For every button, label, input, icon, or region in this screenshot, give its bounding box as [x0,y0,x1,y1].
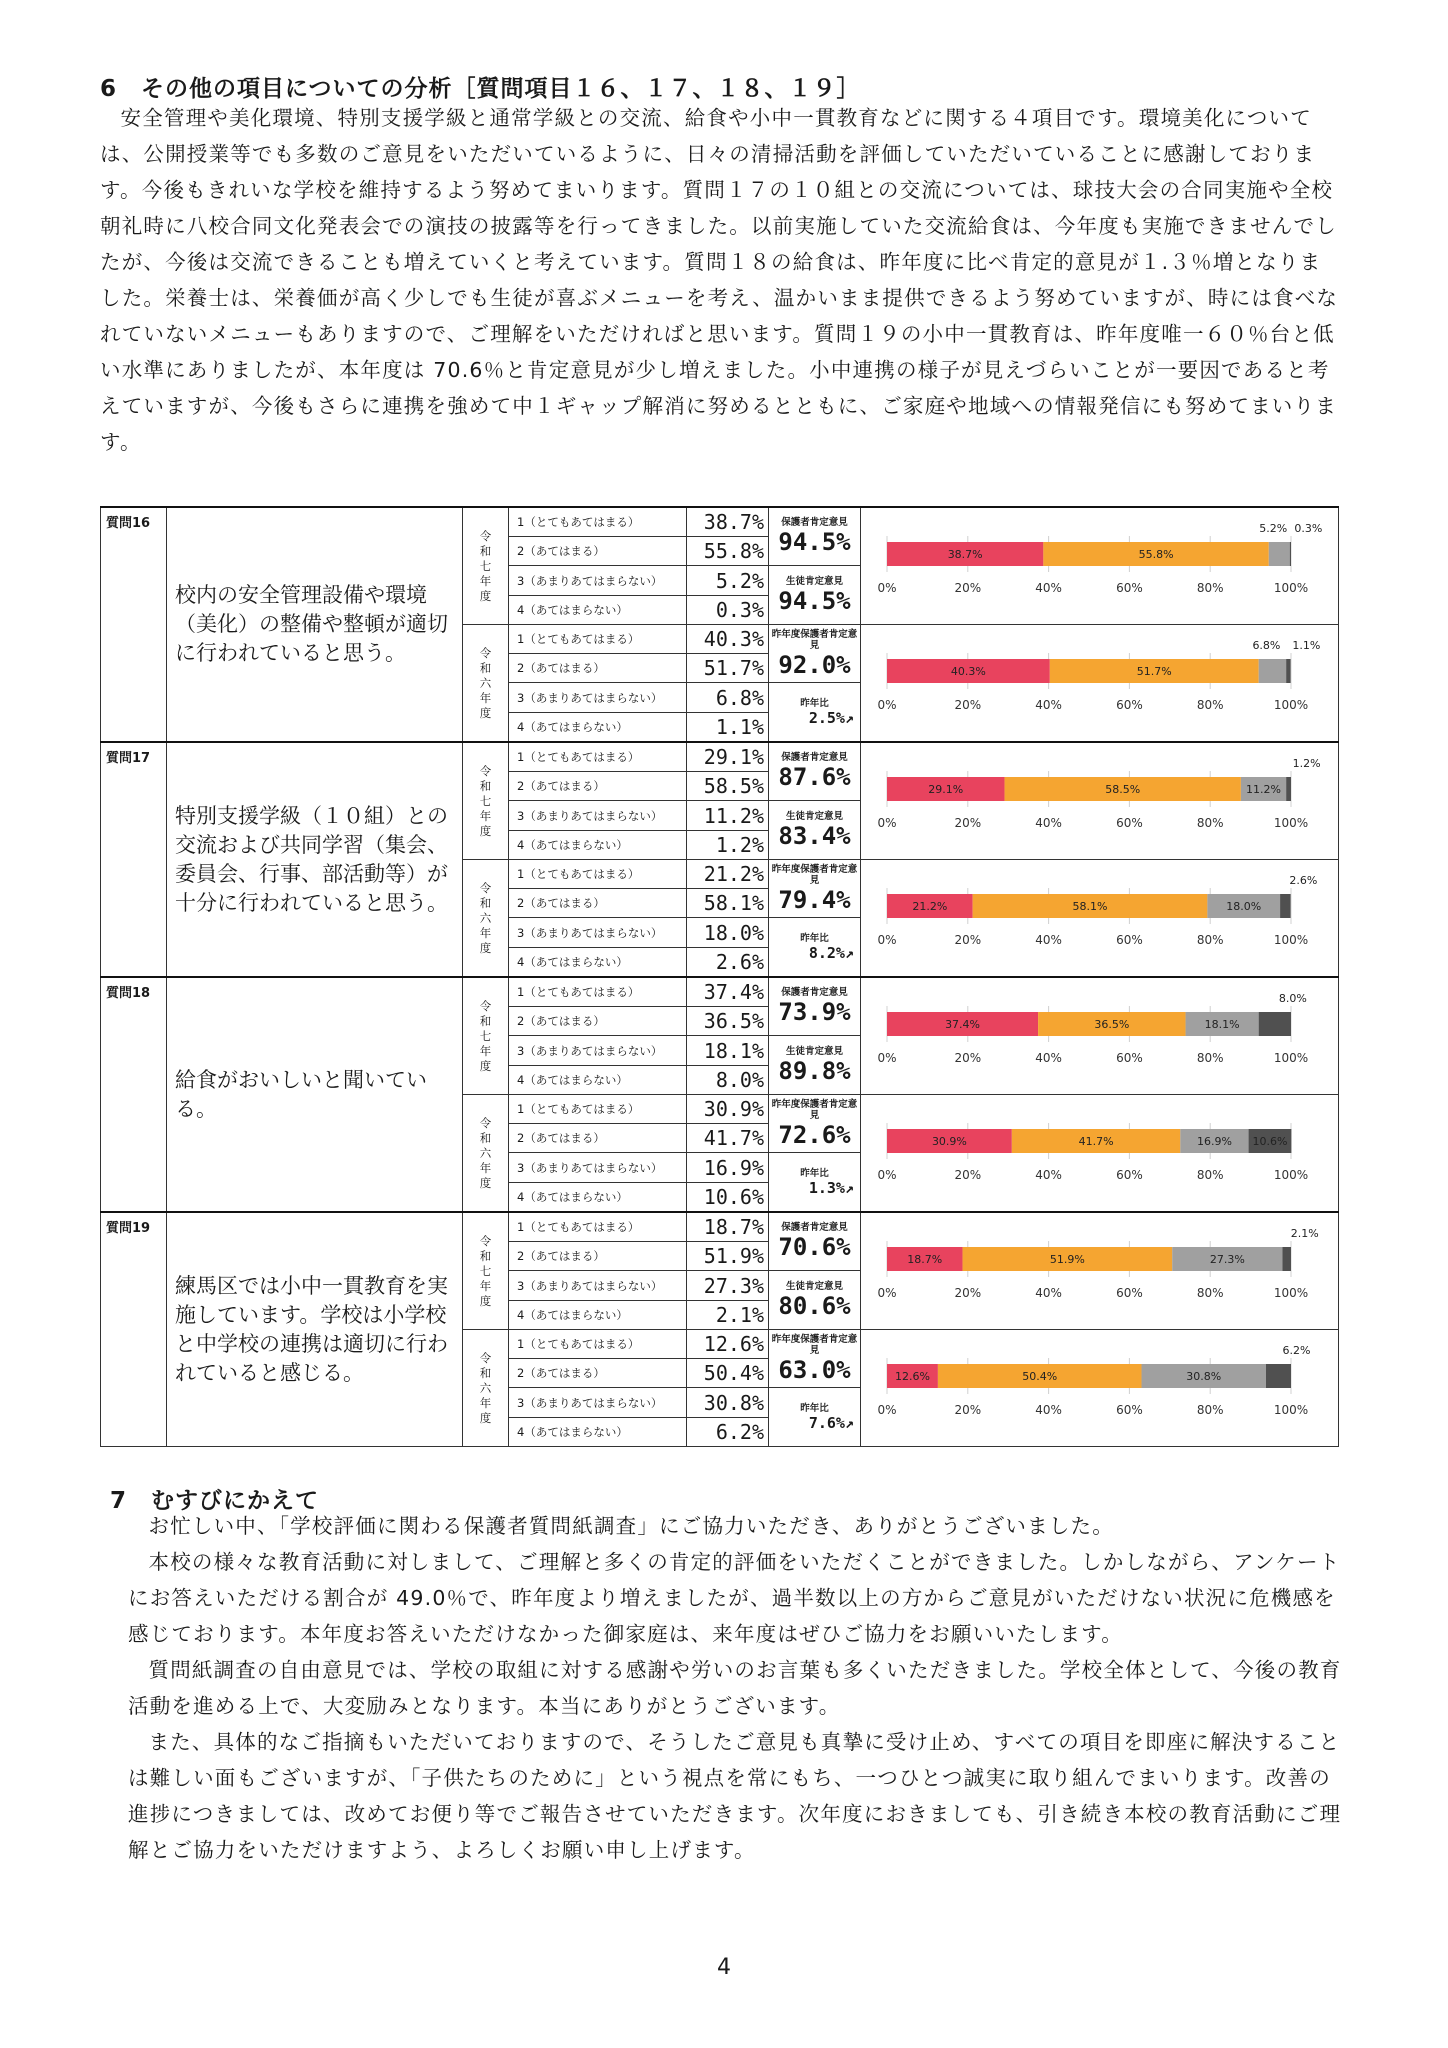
bar-segment [1266,1364,1291,1388]
summary-value: 79.4% [778,885,851,914]
chart-cell [861,742,1339,860]
x-tick-label: 20% [954,1051,982,1065]
summary-box [769,507,861,566]
response-option: 2（あてはまる） [509,1242,687,1271]
summary-value: 73.9% [778,998,851,1026]
chart-cell [861,1212,1339,1330]
response-percent: 29.1% [687,742,769,772]
x-tick-label: 40% [1035,698,1062,712]
bar-segment [1259,659,1286,683]
bar-data-label: 37.4% [945,1018,981,1031]
chart-cell [861,860,1339,978]
year-label [463,625,509,743]
response-option: 1（とてもあてはまる） [509,1330,687,1359]
stacked-bar-chart [861,1095,1337,1211]
table-row [101,507,1339,537]
section7-paragraph: 質問紙調査の自由意見では、学校の取組に対する感謝や労いのお言葉も多くいただきました。学校全体として、今後の教育活動を進める上で、大変励みとなります。本当にありがとうございます。 [128,1658,1342,1718]
x-tick-label: 20% [954,1403,982,1417]
x-tick-label: 100% [1273,816,1309,830]
response-option: 2（あてはまる） [509,537,687,566]
x-tick-label: 100% [1273,581,1309,595]
summary-label: 昨年度保護者肯定意見 [771,1098,858,1121]
x-tick-label: 60% [1116,1051,1143,1065]
x-tick-label: 20% [954,698,982,712]
summary-value: 94.5% [778,586,851,615]
summary-box [769,1153,861,1213]
response-percent: 0.3% [687,596,769,625]
response-option: 4（あてはまらない） [509,1183,687,1213]
summary-value: 83.4% [778,821,851,850]
x-tick-label: 80% [1196,933,1224,947]
year-label-text: 令和六年度 [479,1350,492,1425]
bar-data-label: 5.2% [1259,522,1288,535]
stacked-bar-chart [861,860,1337,976]
bar-segment [1280,894,1291,918]
year-label-text: 令和七年度 [479,763,492,838]
summary-label: 昨年度保護者肯定意見 [771,1333,858,1356]
bar-data-label: 38.7% [947,548,983,561]
x-tick-label: 100% [1273,698,1309,712]
x-tick-label: 100% [1273,1051,1309,1065]
response-percent: 6.8% [687,683,769,713]
bar-data-label: 40.3% [950,665,986,678]
response-option: 3（あまりあてはまらない） [509,1271,687,1301]
response-option: 3（あまりあてはまらない） [509,1036,687,1066]
summary-box [769,1330,861,1388]
response-option: 4（あてはまらない） [509,596,687,625]
x-tick-label: 80% [1196,1051,1224,1065]
summary-value: 80.6% [778,1291,851,1320]
summary-value: 8.2%↗ [808,943,854,962]
chart-cell [861,977,1339,1095]
x-tick-label: 40% [1035,581,1062,595]
x-tick-label: 100% [1273,1403,1309,1417]
response-percent: 58.5% [687,772,769,801]
response-percent: 18.1% [687,1036,769,1066]
summary-box [769,625,861,683]
table-row [101,977,1339,1007]
summary-box [769,977,861,1036]
bar-data-label: 36.5% [1094,1018,1130,1031]
year-label [463,507,509,625]
bar-data-label: 51.7% [1136,665,1172,678]
bar-data-label: 16.9% [1196,1135,1232,1148]
response-option: 4（あてはまらない） [509,713,687,743]
section6-paragraph: 安全管理や美化環境、特別支援学級と通常学級との交流、給食や小中一貫教育などに関する４項目です。環境美化については、公開授業等でも多数のご意見をいただいているように、日々の清掃活動を評価していただいていることに感謝しております。今後もきれいな学校を維持するよう努めてまいります。質問１７の１０組との交流については、球技大会の合同実施や全校朝礼時に八校合同文化発表会での演技の披露等を行ってきました。以前実施していた交流給食は、今年度も実施できませんでしたが、今後は交流できることも増えていくと考えています。質問１８の給食は、昨年度に比べ肯定的意見が１.３％増となりました。栄養士は、栄養価が高く少しでも生徒が喜ぶメニューを考え、温かいまま提供できるよう努めていますが、時には食べなれていないメニューもありますので、ご理解をいただければと思います。質問１９の小中一貫教育は、昨年度唯一６０％台と低い水準にありましたが、本年度は 70.6％と肯定意見が少し増えました。小中連携の様子が見えづらいことが一要因であると考えていますが、今後もさらに連携を強めて中１ギャップ解消に努めるとともに、ご家庭や地域への情報発信にも努めてまいります。 [100,106,1339,454]
question-id: 質問18 [101,977,167,1212]
bar-data-label: 30.8% [1186,1370,1222,1383]
bar-segment [1286,777,1291,801]
summary-value: 87.6% [778,763,851,791]
x-tick-label: 100% [1273,1286,1309,1300]
summary-value: 70.6% [778,1233,851,1261]
x-tick-label: 80% [1196,698,1224,712]
summary-value: 63.0% [778,1355,851,1384]
question-text: 校内の安全管理設備や環境（美化）の整備や整頓が適切に行われていると思う。 [167,507,463,742]
response-option: 3（あまりあてはまらない） [509,1153,687,1183]
response-option: 3（あまりあてはまらない） [509,683,687,713]
response-percent: 36.5% [687,1007,769,1036]
x-tick-label: 60% [1116,581,1143,595]
summary-label: 昨年度保護者肯定意見 [771,628,858,651]
summary-label: 生徒肯定意見 [785,575,843,587]
chart-cell [861,1095,1339,1213]
summary-box [769,860,861,918]
summary-box [769,801,861,860]
page-number: 4 [717,1955,731,1980]
section7-paragraph: お忙しい中、「学校評価に関わる保護者質問紙調査」にご協力いただき、ありがとうございました。 [148,1514,1114,1538]
stacked-bar-chart [861,743,1337,859]
section7-paragraph: また、具体的なご指摘もいただいておりますので、そうしたご意見も真摯に受け止め、すべての項目を即座に解決することは難しい面もございますが、「子供たちのために」という視点を常にもち、一つひとつ誠実に取り組んでまいります。改善の進捗につきましては、改めてお便り等でご報告させていただきます。次年度におきましても、引き続き本校の教育活動にご理解とご協力をいただけますよう、よろしくお願い申し上げます。 [128,1730,1342,1862]
section6-body [100,100,1340,460]
summary-value: 92.0% [778,650,851,679]
year-label-text: 令和七年度 [479,528,492,603]
bar-data-label: 18.1% [1204,1018,1240,1031]
response-percent: 12.6% [687,1330,769,1359]
bar-segment [1283,1247,1291,1271]
question-text: 練馬区では小中一貫教育を実施しています。学校は小学校と中学校の連携は適切に行われていると感じる。 [167,1212,463,1447]
summary-label: 生徒肯定意見 [785,810,843,822]
x-tick-label: 40% [1035,933,1062,947]
response-percent: 18.7% [687,1212,769,1242]
response-option: 2（あてはまる） [509,1007,687,1036]
section7-body [128,1508,1348,1868]
response-percent: 1.1% [687,713,769,743]
bar-data-label: 1.2% [1292,757,1321,770]
summary-label: 保護者肯定意見 [781,517,848,528]
response-option: 1（とてもあてはまる） [509,625,687,654]
bar-data-label: 2.6% [1289,874,1318,887]
x-tick-label: 20% [954,933,982,947]
summary-box [769,1388,861,1447]
x-tick-label: 40% [1035,1403,1062,1417]
bar-data-label: 51.9% [1049,1253,1085,1266]
response-option: 4（あてはまらない） [509,1066,687,1095]
x-tick-label: 100% [1273,933,1309,947]
response-option: 4（あてはまらない） [509,831,687,860]
summary-box [769,566,861,625]
summary-label: 昨年比 [800,1167,829,1179]
response-option: 1（とてもあてはまる） [509,977,687,1007]
x-tick-label: 40% [1035,816,1062,830]
year-label-text: 令和六年度 [479,645,492,720]
response-percent: 38.7% [687,507,769,537]
response-percent: 5.2% [687,566,769,596]
x-tick-label: 0% [877,698,897,712]
year-label [463,742,509,860]
year-label-text: 令和七年度 [479,1233,492,1308]
bar-data-label: 10.6% [1252,1135,1288,1148]
response-percent: 58.1% [687,889,769,918]
x-tick-label: 0% [877,816,897,830]
response-option: 1（とてもあてはまる） [509,1095,687,1124]
response-option: 1（とてもあてはまる） [509,1212,687,1242]
summary-label: 昨年度保護者肯定意見 [771,863,858,886]
summary-box [769,1095,861,1153]
bar-data-label: 21.2% [912,900,948,913]
year-label [463,1330,509,1447]
summary-label: 昨年比 [800,697,829,709]
table-row [101,1212,1339,1242]
x-tick-label: 80% [1196,816,1224,830]
year-label [463,1212,509,1330]
stacked-bar-chart [861,1330,1337,1446]
x-tick-label: 60% [1116,1403,1143,1417]
response-percent: 55.8% [687,537,769,566]
stacked-bar-chart [861,625,1337,741]
year-label-text: 令和六年度 [479,880,492,955]
summary-box [769,683,861,743]
chart-cell [861,507,1339,625]
bar-data-label: 8.0% [1278,992,1307,1005]
question-text: 特別支援学級（１０組）との交流および共同学習（集会、委員会、行事、部活動等）が十分に行われていると思う。 [167,742,463,977]
bar-data-label: 29.1% [928,783,964,796]
summary-box [769,1036,861,1095]
x-tick-label: 0% [877,581,897,595]
summary-box [769,1212,861,1271]
response-percent: 2.1% [687,1301,769,1330]
response-option: 4（あてはまらない） [509,1301,687,1330]
bar-data-label: 50.4% [1022,1370,1058,1383]
response-percent: 21.2% [687,860,769,889]
section7-paragraph: 本校の様々な教育活動に対しまして、ご理解と多くの肯定的評価をいただくことができました。しかしながら、アンケートにお答えいただける割合が 49.0％で、昨年度より増えましたが、過半数以上の方からご意見がいただけない状況に危機感を感じております。本年度お答えいただけなかった御家庭は、来年度はぜひご協力をお願いいたします。 [128,1550,1341,1646]
question-text: 給食がおいしいと聞いている。 [167,977,463,1212]
response-percent: 10.6% [687,1183,769,1213]
response-option: 1（とてもあてはまる） [509,742,687,772]
year-label [463,977,509,1095]
x-tick-label: 0% [877,1051,897,1065]
x-tick-label: 60% [1116,1168,1143,1182]
summary-label: 保護者肯定意見 [781,752,848,763]
summary-value: 72.6% [778,1120,851,1149]
x-tick-label: 0% [877,1286,897,1300]
bar-data-label: 30.9% [931,1135,967,1148]
question-id: 質問16 [101,507,167,742]
bar-data-label: 0.3% [1294,522,1323,535]
bar-data-label: 41.7% [1078,1135,1114,1148]
response-percent: 27.3% [687,1271,769,1301]
stacked-bar-chart [861,508,1337,624]
x-tick-label: 0% [877,933,897,947]
response-percent: 6.2% [687,1418,769,1447]
response-option: 4（あてはまらない） [509,1418,687,1447]
response-percent: 1.2% [687,831,769,860]
chart-cell [861,1330,1339,1447]
response-percent: 50.4% [687,1359,769,1388]
x-tick-label: 40% [1035,1286,1062,1300]
x-tick-label: 80% [1196,1286,1224,1300]
summary-label: 昨年比 [800,1402,829,1414]
question-id: 質問19 [101,1212,167,1447]
summary-value: 2.5%↗ [808,708,854,727]
x-tick-label: 0% [877,1168,897,1182]
response-option: 2（あてはまる） [509,1124,687,1153]
year-label [463,1095,509,1213]
summary-box [769,918,861,978]
response-option: 2（あてはまる） [509,654,687,683]
stacked-bar-chart [861,978,1337,1094]
summary-value: 89.8% [778,1056,851,1085]
response-percent: 41.7% [687,1124,769,1153]
x-tick-label: 60% [1116,933,1143,947]
bar-data-label: 1.1% [1292,639,1321,652]
response-option: 1（とてもあてはまる） [509,860,687,889]
x-tick-label: 20% [954,1286,982,1300]
bar-data-label: 58.5% [1105,783,1141,796]
stacked-bar-chart [861,1213,1337,1329]
year-label-text: 令和六年度 [479,1115,492,1190]
section6-title: 6 その他の項目についての分析［質問項目１６、１７、１８、１９］ [100,76,861,102]
response-percent: 18.0% [687,918,769,948]
x-tick-label: 80% [1196,581,1224,595]
bar-data-label: 18.7% [907,1253,943,1266]
bar-segment [1269,542,1290,566]
response-percent: 30.8% [687,1388,769,1418]
response-percent: 2.6% [687,948,769,978]
bar-data-label: 27.3% [1209,1253,1245,1266]
x-tick-label: 40% [1035,1168,1062,1182]
response-percent: 40.3% [687,625,769,654]
x-tick-label: 60% [1116,1286,1143,1300]
table-row [101,742,1339,772]
response-option: 2（あてはまる） [509,772,687,801]
summary-label: 昨年比 [800,932,829,944]
response-percent: 8.0% [687,1066,769,1095]
bar-segment [1259,1012,1291,1036]
x-tick-label: 100% [1273,1168,1309,1182]
survey-results-table [100,506,1339,1447]
response-percent: 37.4% [687,977,769,1007]
summary-box [769,742,861,801]
response-option: 3（あまりあてはまらない） [509,918,687,948]
bar-data-label: 6.2% [1282,1344,1311,1357]
section7-title: 7 むすびにかえて [110,1488,320,1514]
summary-label: 保護者肯定意見 [781,987,848,998]
bar-data-label: 11.2% [1246,783,1282,796]
x-tick-label: 20% [954,1168,982,1182]
bar-data-label: 2.1% [1290,1227,1319,1240]
response-percent: 51.7% [687,654,769,683]
bar-data-label: 18.0% [1226,900,1262,913]
x-tick-label: 40% [1035,1051,1062,1065]
response-option: 1（とてもあてはまる） [509,507,687,537]
response-option: 4（あてはまらない） [509,948,687,978]
bar-data-label: 12.6% [894,1370,930,1383]
chart-cell [861,625,1339,743]
bar-segment [1290,542,1291,566]
summary-box [769,1271,861,1330]
response-option: 2（あてはまる） [509,889,687,918]
response-percent: 11.2% [687,801,769,831]
summary-value: 1.3%↗ [808,1178,854,1197]
response-option: 3（あまりあてはまらない） [509,1388,687,1418]
x-tick-label: 60% [1116,816,1143,830]
x-tick-label: 80% [1196,1403,1224,1417]
x-tick-label: 20% [954,581,982,595]
response-option: 3（あまりあてはまらない） [509,801,687,831]
response-percent: 30.9% [687,1095,769,1124]
year-label-text: 令和七年度 [479,998,492,1073]
x-tick-label: 60% [1116,698,1143,712]
response-percent: 51.9% [687,1242,769,1271]
response-option: 3（あまりあてはまらない） [509,566,687,596]
summary-value: 7.6%↗ [808,1413,854,1432]
summary-label: 生徒肯定意見 [785,1045,843,1057]
bar-data-label: 55.8% [1138,548,1174,561]
question-id: 質問17 [101,742,167,977]
summary-label: 保護者肯定意見 [781,1222,848,1233]
x-tick-label: 20% [954,816,982,830]
response-option: 2（あてはまる） [509,1359,687,1388]
x-tick-label: 0% [877,1403,897,1417]
x-tick-label: 80% [1196,1168,1224,1182]
response-percent: 16.9% [687,1153,769,1183]
bar-segment [1286,659,1290,683]
year-label [463,860,509,978]
bar-data-label: 6.8% [1252,639,1281,652]
bar-data-label: 58.1% [1072,900,1108,913]
summary-value: 94.5% [778,528,851,556]
summary-label: 生徒肯定意見 [785,1280,843,1292]
